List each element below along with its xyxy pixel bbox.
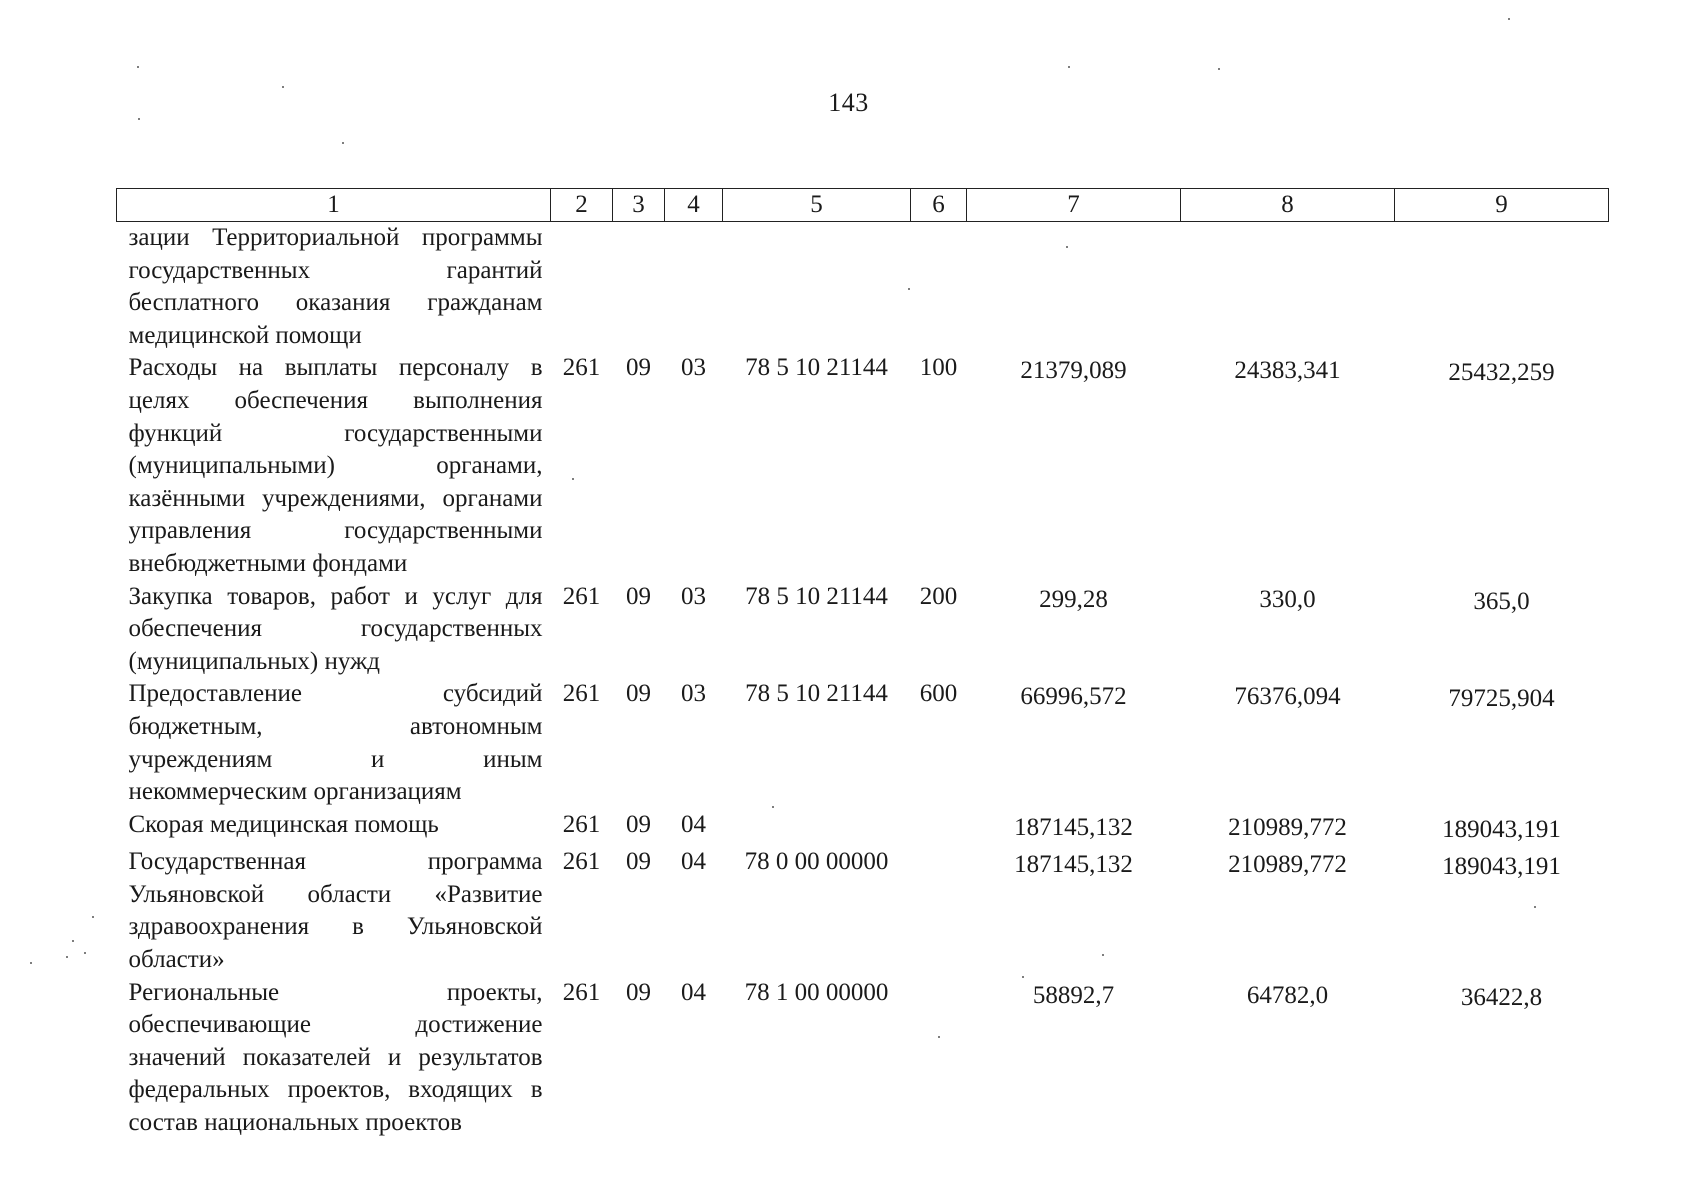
cell-code-5: 78 5 10 21144 <box>745 582 888 610</box>
table-row <box>117 352 1609 580</box>
cell-code-5: 78 5 10 21144 <box>745 680 888 708</box>
cell-amount-9: 25432,259 <box>1448 359 1555 387</box>
cell-code-2: 261 <box>562 810 601 838</box>
scan-speck <box>137 66 139 68</box>
scan-speck <box>938 1036 940 1038</box>
scan-speck <box>772 806 774 808</box>
cell-amount-7: 66996,572 <box>1020 683 1127 711</box>
scan-speck <box>138 118 140 120</box>
cell-amount-8: 210989,772 <box>1228 851 1347 879</box>
cell-amount-9: 79725,904 <box>1448 685 1555 713</box>
table-row <box>117 581 1609 679</box>
table-row <box>117 977 1609 1140</box>
scan-speck <box>1102 954 1104 956</box>
scan-speck <box>92 916 94 918</box>
cell-code-6 <box>911 977 967 1140</box>
scan-speck <box>84 952 86 954</box>
scan-speck <box>1066 246 1068 248</box>
scan-speck <box>1534 906 1536 908</box>
table-row <box>117 809 1609 847</box>
scan-speck <box>572 478 574 480</box>
scan-speck <box>1218 68 1220 70</box>
cell-amount-8 <box>1181 222 1395 353</box>
cell-code-6: 600 <box>919 680 958 708</box>
row-name: Расходы на выплаты персоналу в целях обеспечения выполнения функций государственными (муниципальными) органами, казёнными учреждениями, органами управления государственными внебюджетными фондами <box>128 354 543 577</box>
cell-amount-8: 330,0 <box>1259 585 1316 613</box>
cell-code-6: 100 <box>919 354 958 382</box>
column-header: 9 <box>1395 189 1609 222</box>
cell-amount-7: 58892,7 <box>1032 981 1115 1009</box>
cell-code-5 <box>723 222 911 353</box>
cell-amount-9: 365,0 <box>1473 587 1530 615</box>
cell-amount-8: 64782,0 <box>1246 981 1329 1009</box>
scan-speck <box>72 940 74 942</box>
cell-code-4 <box>665 222 723 353</box>
cell-code-6 <box>911 809 967 847</box>
budget-table <box>116 188 1609 1140</box>
cell-amount-7: 21379,089 <box>1020 357 1127 385</box>
cell-code-3: 09 <box>626 680 651 708</box>
cell-amount-9 <box>1395 222 1609 353</box>
row-name: Предоставление субсидий бюджетным, автономным учреждениям и иным некоммерческим организациям <box>128 680 543 806</box>
cell-code-4: 03 <box>681 680 706 708</box>
scan-speck <box>66 956 68 958</box>
column-header: 4 <box>665 189 723 222</box>
cell-code-3 <box>613 222 665 353</box>
column-header: 2 <box>551 189 613 222</box>
column-number-header <box>117 189 1609 222</box>
cell-code-3: 09 <box>626 354 651 382</box>
scan-speck <box>908 288 910 290</box>
cell-code-5: 78 0 00 00000 <box>744 848 889 876</box>
column-header: 8 <box>1181 189 1395 222</box>
cell-code-5 <box>723 809 911 847</box>
cell-code-6 <box>911 846 967 976</box>
cell-amount-7 <box>967 222 1181 353</box>
table-row <box>117 846 1609 976</box>
cell-code-2: 261 <box>562 978 601 1006</box>
cell-amount-7: 299,28 <box>1039 585 1108 613</box>
table-row <box>117 222 1609 353</box>
cell-amount-9: 36422,8 <box>1460 983 1543 1011</box>
scan-speck <box>1068 66 1070 68</box>
cell-code-2: 261 <box>562 848 601 876</box>
cell-code-4: 04 <box>681 848 706 876</box>
row-name: Государственная программа Ульяновской области «Развитие здравоохранения в Ульяновской области» <box>128 848 543 974</box>
row-name: Закупка товаров, работ и услуг для обеспечения государственных (муниципальных) нужд <box>128 582 543 675</box>
cell-amount-7: 187145,132 <box>1014 813 1133 841</box>
scan-speck <box>30 962 32 964</box>
cell-code-5: 78 1 00 00000 <box>744 978 889 1006</box>
cell-code-2: 261 <box>562 354 601 382</box>
column-header: 7 <box>967 189 1181 222</box>
cell-code-3: 09 <box>626 978 651 1006</box>
cell-code-2: 261 <box>562 680 601 708</box>
row-name: Скорая медицинская помощь <box>128 810 439 838</box>
scan-speck <box>1508 18 1510 20</box>
cell-code-6: 200 <box>919 582 958 610</box>
cell-code-3: 09 <box>626 848 651 876</box>
cell-amount-8: 76376,094 <box>1234 683 1341 711</box>
page-number: 143 <box>828 88 869 117</box>
cell-code-3: 09 <box>626 810 651 838</box>
column-header: 6 <box>911 189 967 222</box>
cell-code-4: 03 <box>681 354 706 382</box>
cell-code-3: 09 <box>626 582 651 610</box>
cell-code-5: 78 5 10 21144 <box>745 354 888 382</box>
column-header: 1 <box>117 189 551 222</box>
scan-speck <box>282 86 284 88</box>
cell-code-4: 04 <box>681 810 706 838</box>
scan-speck <box>342 142 344 144</box>
cell-code-4: 04 <box>681 978 706 1006</box>
column-header: 3 <box>613 189 665 222</box>
scan-speck <box>1022 976 1024 978</box>
column-header: 5 <box>723 189 911 222</box>
cell-amount-8: 210989,772 <box>1228 813 1347 841</box>
row-name: Региональные проекты, обеспечивающие достижение значений показателей и результатов федеральных проектов, входящих в состав национальных проектов <box>128 978 543 1137</box>
cell-amount-9: 189043,191 <box>1442 815 1561 843</box>
cell-code-2 <box>551 222 613 353</box>
cell-amount-9: 189043,191 <box>1442 853 1561 881</box>
table-row <box>117 678 1609 808</box>
cell-code-6 <box>911 222 967 353</box>
cell-code-4: 03 <box>681 582 706 610</box>
cell-amount-7: 187145,132 <box>1014 851 1133 879</box>
row-name: зации Территориальной программы государственных гарантий бесплатного оказания гражданам медицинской помощи <box>128 224 543 349</box>
cell-amount-8: 24383,341 <box>1234 357 1341 385</box>
cell-code-2: 261 <box>562 582 601 610</box>
